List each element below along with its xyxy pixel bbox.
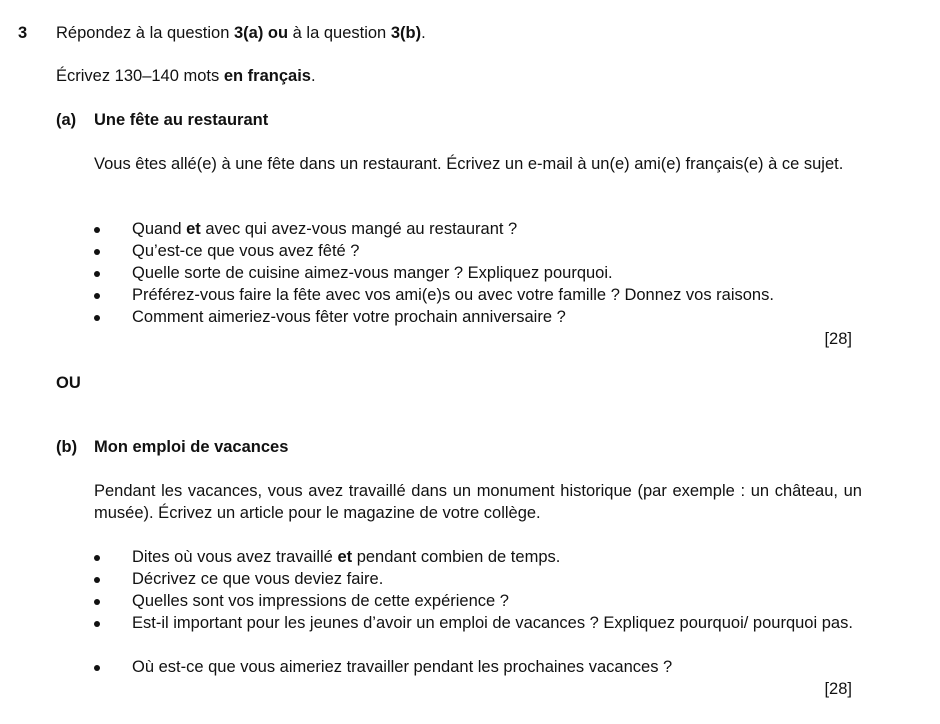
part-a-title: Une fête au restaurant — [94, 111, 269, 129]
part-b-bullet-2: Décrivez ce que vous deviez faire. — [132, 570, 384, 588]
bullet-dot — [94, 227, 100, 233]
bullet-dot — [94, 621, 100, 627]
part-a-intro: Vous êtes allé(e) à une fête dans un restaurant. Écrivez un e-mail à un(e) ami(e) français(e) à ce sujet. — [94, 155, 844, 173]
part-a-bullet-4: Préférez-vous faire la fête avec vos ami(e)s ou avec votre famille ? Donnez vos raisons. — [132, 286, 774, 304]
word-count-instruction: Écrivez 130–140 mots en français. — [56, 67, 316, 85]
part-b-bullet-4: Est-il important pour les jeunes d’avoir un emploi de vacances ? Expliquez pourquoi/ pourquoi pas. — [132, 614, 853, 632]
part-b-label: (b) — [56, 438, 78, 456]
part-a-marks: [28] — [824, 330, 852, 348]
part-b-bullet-5: Où est-ce que vous aimeriez travailler pendant les prochaines vacances ? — [132, 658, 673, 676]
bullet-dot — [94, 249, 100, 255]
bullet-dot — [94, 315, 100, 321]
part-a-bullet-3: Quelle sorte de cuisine aimez-vous manger ? Expliquez pourquoi. — [132, 264, 613, 282]
part-b-title: Mon emploi de vacances — [94, 438, 289, 456]
or-separator: OU — [56, 374, 81, 392]
part-b-marks: [28] — [824, 680, 852, 698]
bullet-dot — [94, 555, 100, 561]
question-instruction: Répondez à la question 3(a) ou à la question 3(b). — [56, 24, 426, 42]
part-a-bullet-2: Qu’est-ce que vous avez fêté ? — [132, 242, 360, 260]
bullet-dot — [94, 293, 100, 299]
bullet-dot — [94, 577, 100, 583]
part-b-bullet-1: Dites où vous avez travaillé et pendant combien de temps. — [132, 548, 561, 566]
question-number: 3 — [18, 24, 28, 42]
bullet-dot — [94, 271, 100, 277]
part-a-bullet-5: Comment aimeriez-vous fêter votre prochain anniversaire ? — [132, 308, 566, 326]
part-b-bullet-3: Quelles sont vos impressions de cette expérience ? — [132, 592, 509, 610]
bullet-dot — [94, 599, 100, 605]
part-a-bullet-1: Quand et avec qui avez-vous mangé au restaurant ? — [132, 220, 518, 238]
part-a-label: (a) — [56, 111, 77, 129]
bullet-dot — [94, 665, 100, 671]
part-b-intro: Pendant les vacances, vous avez travaillé dans un monument historique (par exemple : un château, un musée). Écrivez un article pour le magazine de votre collège. — [94, 482, 862, 522]
